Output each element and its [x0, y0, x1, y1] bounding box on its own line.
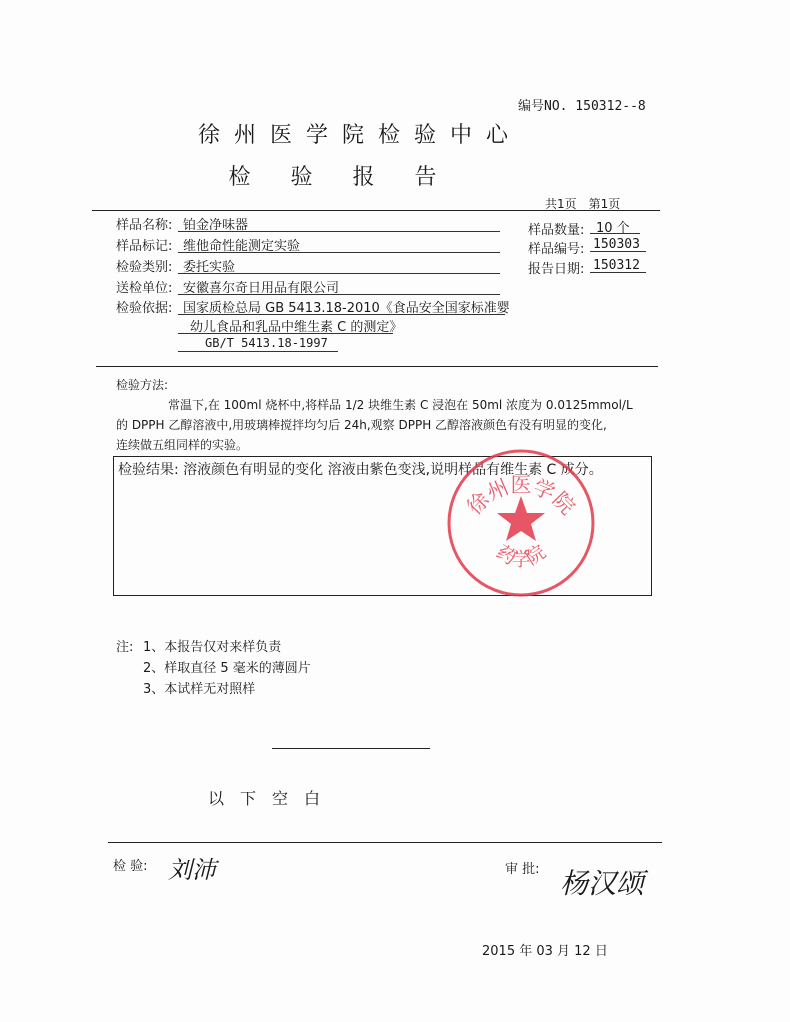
inspector-label: 检 验: [113, 859, 148, 874]
page-info: 共1页 第1页 [545, 197, 621, 211]
method-line-3: 连续做五组同样的实验。 [116, 438, 249, 452]
underline [590, 233, 640, 234]
basis-line-2: 幼儿食品和乳品中维生素 C 的测定》 [190, 320, 403, 335]
underline [178, 333, 393, 334]
report-date-value: 150312 [593, 258, 640, 273]
sample-mark-value: 维他命性能测定实验 [183, 239, 301, 254]
official-stamp [446, 448, 596, 598]
sample-name-value: 铂金净味器 [183, 218, 249, 233]
report-date: 2015 年 03 月 12 日 [482, 944, 608, 959]
test-type-label: 检验类别: [116, 260, 173, 275]
result-text: 检验结果: 溶液颜色有明显的变化 溶液由紫色变浅,说明样品有维生素 C 成分。 [118, 462, 603, 478]
sample-name-label: 样品名称: [116, 218, 173, 233]
sample-no-value: 150303 [593, 237, 640, 252]
approver-signature: 杨汉颂 [560, 867, 645, 900]
underline [590, 251, 646, 252]
notes-prefix: 注: [116, 640, 134, 655]
sample-mark-label: 样品标记: [116, 239, 173, 254]
quantity-value: 10 个 [596, 221, 630, 236]
blank-notice: 以 下 空 白 [208, 789, 321, 808]
report-title: 徐州医学院检验中心 [197, 123, 522, 148]
stamp-top-text: 徐州医学院 [462, 473, 580, 520]
underline [178, 273, 500, 274]
report-subtitle: 检验报告 [228, 165, 477, 190]
section-rule [96, 366, 658, 367]
basis-label: 检验依据: [116, 301, 173, 316]
sample-no-label: 样品编号: [528, 242, 585, 257]
stamp-bottom-text: 药学院 [492, 540, 550, 571]
note-item: 1、本报告仅对来样负责 [143, 640, 282, 655]
header-rule [92, 210, 660, 211]
method-label: 检验方法: [116, 378, 169, 392]
stamp-star [497, 496, 545, 541]
underline [178, 294, 500, 295]
underline [178, 252, 500, 253]
footer-rule [108, 842, 662, 843]
quantity-label: 样品数量: [528, 223, 585, 238]
approver-label: 审 批: [505, 862, 540, 877]
report-date-label: 报告日期: [528, 262, 585, 277]
note-item: 3、本试样无对照样 [143, 682, 256, 697]
document-number: 编号NO. 150312--8 [518, 99, 646, 114]
underline [178, 351, 338, 352]
test-type-value: 委托实验 [183, 260, 236, 275]
inspector-signature: 刘沛 [168, 856, 216, 884]
method-line-2: 的 DPPH 乙醇溶液中,用玻璃棒搅拌均匀后 24h,观察 DPPH 乙醇溶液颜色有没有明显的变化, [116, 418, 607, 432]
note-item: 2、样取直径 5 毫米的薄圆片 [143, 661, 311, 676]
basis-line-3: GB/T 5413.18-1997 [205, 336, 328, 350]
method-line-1: 常温下,在 100ml 烧杯中,将样品 1/2 块维生素 C 浸泡在 50ml 浓度为 0.0125mmol/L [168, 398, 633, 412]
basis-line-1: 国家质检总局 GB 5413.18-2010《食品安全国家标准婴 [183, 301, 510, 316]
underline [590, 272, 646, 273]
underline [178, 231, 500, 232]
sender-label: 送检单位: [116, 281, 173, 296]
sender-value: 安徽喜尔奇日用品有限公司 [183, 281, 340, 296]
blank-divider [272, 748, 430, 749]
underline [178, 314, 505, 315]
